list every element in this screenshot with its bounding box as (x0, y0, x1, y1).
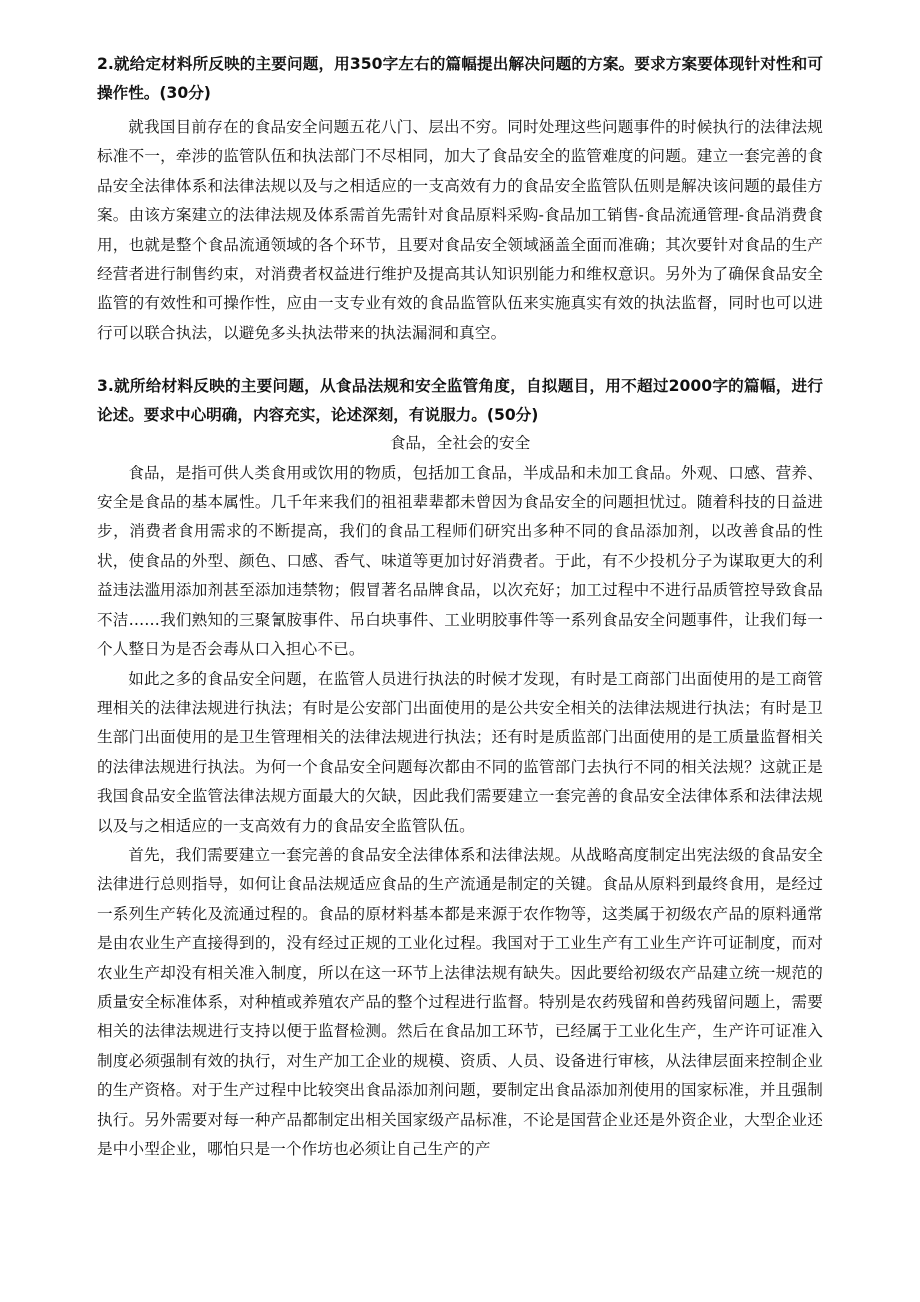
section-divider (97, 348, 823, 372)
document-content (97, 50, 823, 1164)
essay-paragraph: 食品，是指可供人类食用或饮用的物质，包括加工食品，半成品和未加工食品。外观、口感、营养、安全是食品的基本属性。几千年来我们的祖祖辈辈都未曾因为食品安全的问题担忧过。随着科技的日益进步，消费者食用需求的不断提高，我们的食品工程师们研究出多种不同的食品添加剂，以改善食品的性状，使食品的外型、颜色、口感、香气、味道等更加讨好消费者。于此，有不少投机分子为谋取更大的利益违法滥用添加剂甚至添加违禁物；假冒著名品牌食品，以次充好；加工过程中不进行品质管控导致食品不洁……我们熟知的三聚氰胺事件、吊白块事件、工业明胶事件等一系列食品安全问题事件，让我们每一个人整日为是否会毒从口入担心不已。 (97, 463, 823, 659)
essay-paragraph: 首先，我们需要建立一套完善的食品安全法律体系和法律法规。从战略高度制定出宪法级的食品安全法律进行总则指导，如何让食品法规适应食品的生产流通是制定的关键。食品从原料到最终食用，是经过一系列生产转化及流通过程的。食品的原材料基本都是来源于农作物等，这类属于初级农产品的原料通常是由农业生产直接得到的，没有经过正规的工业化过程。我国对于工业生产有工业生产许可证制度，而对农业生产却没有相关准入制度，所以在这一环节上法律法规有缺失。因此要给初级农产品建立统一规范的质量安全标准体系，对种植或养殖农产品的整个过程进行监督。特别是农药残留和兽药残留问题上，需要相关的法律法规进行支持以便于监督检测。然后在食品加工环节，已经属于工业化生产，生产许可证准入制度必须强制有效的执行，对生产加工企业的规模、资质、人员、设备进行审核，从法律层面来控制企业的生产资格。对于生产过程中比较突出食品添加剂问题，要制定出食品添加剂使用的国家标准，并且强制执行。另外需要对每一种产品都制定出相关国家级产品标准，不论是国营企业还是外资企业，大型企业还是中小型企业，哪怕只是一个作坊也必须让自己生产的产 (97, 845, 823, 1158)
question-3-prompt: 3.就所给材料反映的主要问题，从食品法规和安全监管角度，自拟题目，用不超过2000字的篇幅，进行论述。要求中心明确，内容充实，论述深刻，有说服力。(50分) (97, 377, 823, 424)
question-2-prompt: 2.就给定材料所反映的主要问题，用350字左右的篇幅提出解决问题的方案。要求方案要体现针对性和可操作性。(30分) (97, 55, 823, 102)
essay-title: 食品，全社会的安全 (389, 434, 531, 453)
essay-paragraph: 如此之多的食品安全问题，在监管人员进行执法的时候才发现，有时是工商部门出面使用的是工商管理相关的法律法规进行执法；有时是公安部门出面使用的是公共安全相关的法律法规进行执法；有时是卫生部门出面使用的是卫生管理相关的法律法规进行执法；还有时是质监部门出面使用的是工质量监督相关的法律法规进行执法。为何一个食品安全问题每次都由不同的监管部门去执行不同的相关法规？这就正是我国食品安全监管法律法规方面最大的欠缺，因此我们需要建立一套完善的食品安全法律体系和法律法规以及与之相适应的一支高效有力的食品安全监管队伍。 (97, 669, 823, 835)
question-2-answer: 就我国目前存在的食品安全问题五花八门、层出不穷。同时处理这些问题事件的时候执行的法律法规标准不一，牵涉的监管队伍和执法部门不尽相同，加大了食品安全的监管难度的问题。建立一套完善的食品安全法律体系和法律法规以及与之相适应的一支高效有力的食品安全监管队伍则是解决该问题的最佳方案。由该方案建立的法律法规及体系需首先需针对食品原料采购-食品加工销售-食品流通管理-食品消费食用，也就是整个食品流通领域的各个环节，且要对食品安全领域涵盖全面而准确；其次要针对食品的生产经营者进行制售约束，对消费者权益进行维护及提高其认知识别能力和维权意识。另外为了确保食品安全监管的有效性和可操作性，应由一支专业有效的食品监管队伍来实施真实有效的执法监督，同时也可以进行可以联合执法，以避免多头执法带来的执法漏洞和真空。 (97, 118, 823, 342)
